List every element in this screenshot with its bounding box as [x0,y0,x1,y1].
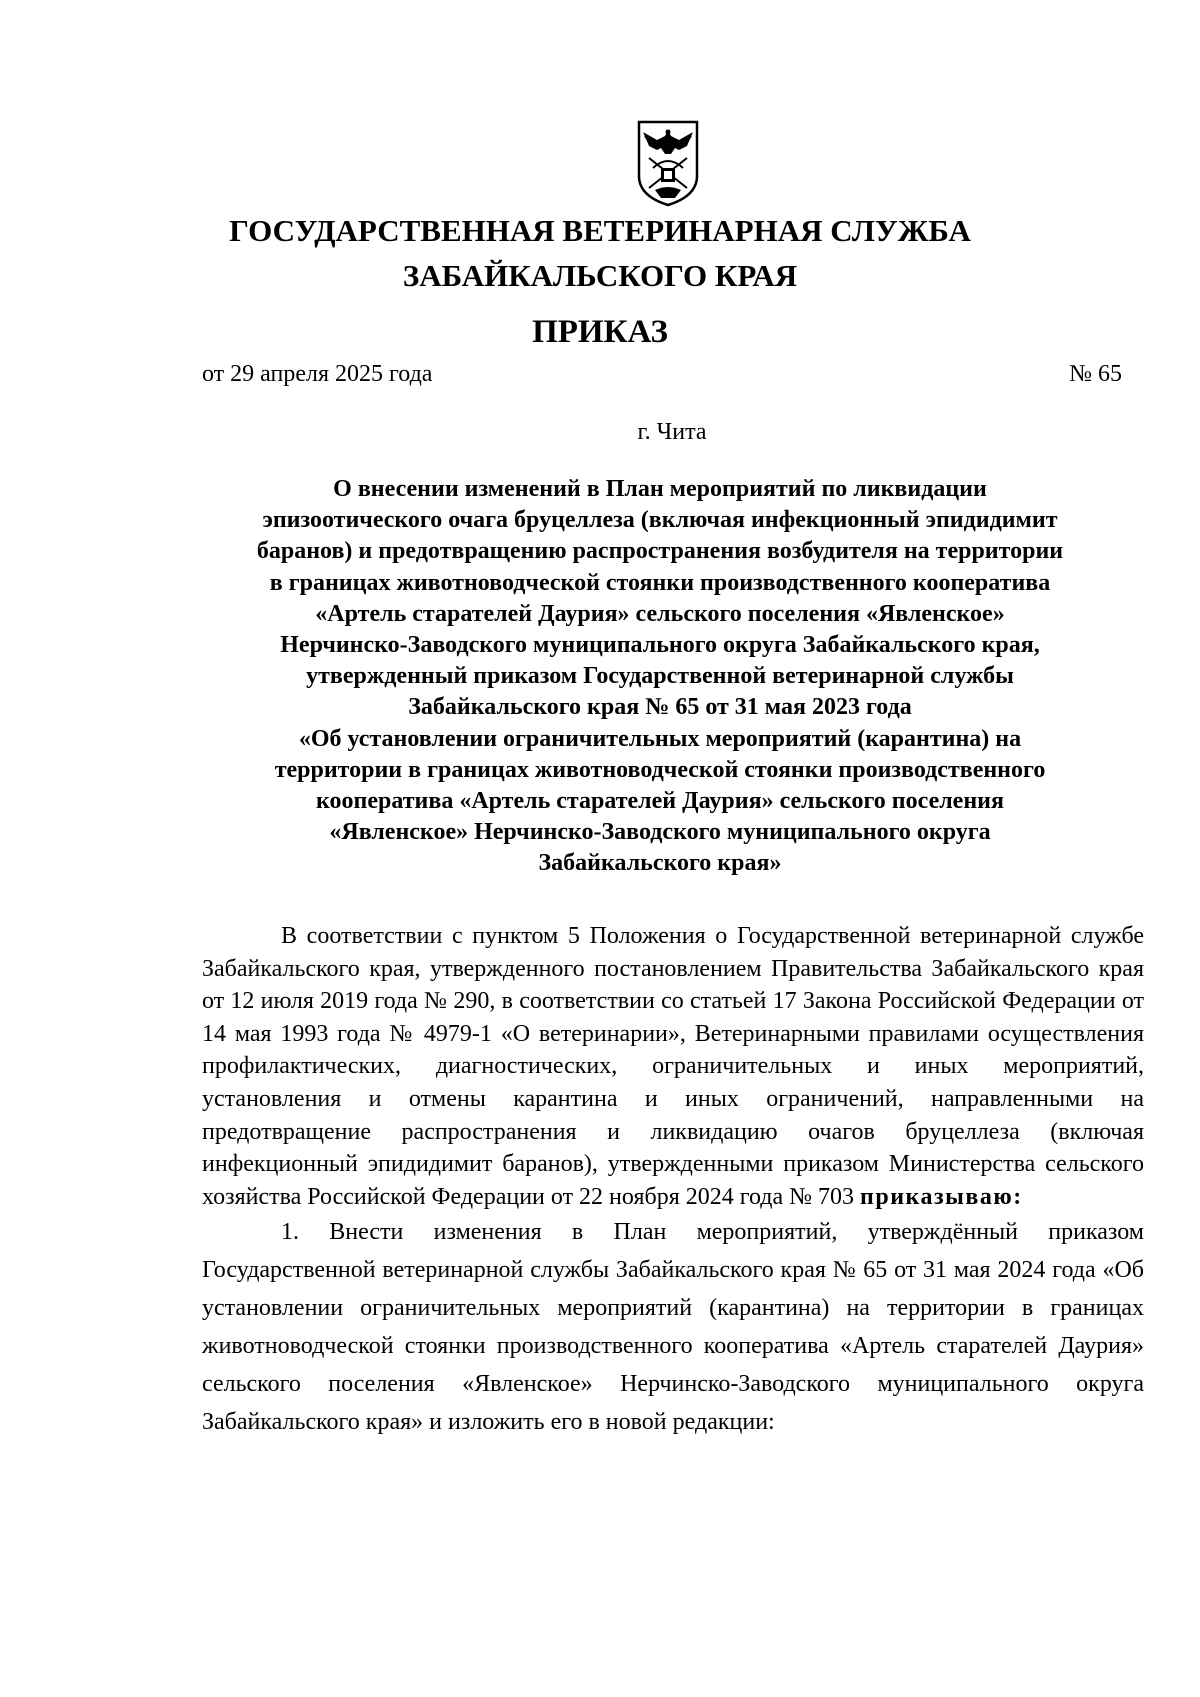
subject-line: О внесении изменений в План мероприятий по ликвидации [333,476,987,502]
subject-line: Забайкальского края» [538,850,782,877]
org-line-2: ЗАБАЙКАЛЬСКОГО КРАЯ [402,258,798,293]
preamble-paragraph [202,920,1144,1213]
clause-1-paragraph: 1. Внести изменения в План мероприятий, утверждённый приказом Государственной ветеринарной службы Забайкальского края № 65 от 31 мая 2024 года «Об установлении ограничительных мероприятий (карантина) на территории в границах животноводческой стоянки производственного кооператива «Артель старателей Даурия» сельского поселения «Явленское» Нерчинско-Заводского муниципального округа Забайкальского края» и изложить его в новой редакции: [202,1219,1144,1436]
order-date: от 29 апреля 2025 года [202,361,433,387]
subject-line: Нерчинско-Заводского муниципального округа Забайкальского края, [280,632,1040,659]
city: г. Чита [637,419,707,445]
document-type: ПРИКАЗ [532,314,668,350]
subject-line: «Об установлении ограничительных мероприятий (карантина) на [298,725,1022,752]
subject-line: кооператива «Артель старателей Даурия» сельского поселения [316,788,1004,815]
order-number: № 65 [1069,361,1122,387]
subject-line: «Артель старателей Даурия» сельского поселения «Явленское» [315,600,1005,627]
order-subject [190,474,1130,880]
org-line-1: ГОСУДАРСТВЕННАЯ ВЕТЕРИНАРНАЯ СЛУЖБА [229,213,971,248]
subject-line: утвержденный приказом Государственной ветеринарной службы [306,663,1014,690]
subject-line: баранов) и предотвращению распространения возбудителя на территории [256,538,1064,565]
date-number-line [202,356,1122,392]
preamble-text: В соответствии с пунктом 5 Положения о Государственной ветеринарной службе Забайкальского края, утвержденного постановлением Правительства Забайкальского края от 12 июля 2019 года № 290, в соответствии со статьей 17 Закона Российской Федерации от 14 мая 1993 года № 4979-1 «О ветеринарии», Ветеринарными правилами осуществления профилактических, диагностических, ограничительных и иных мероприятий, установления и отмены карантина и иных ограничений, направленными на предотвращение распространения и ликвидацию очагов бруцеллеза (включая инфекционный эпидидимит баранов), утвержденными приказом Министерства сельского хозяйства Российской Федерации от 22 ноября 2024 года № 703 [202,923,1144,1210]
subject-line: в границах животноводческой стоянки производственного кооператива [269,569,1051,596]
organization-name [0,208,1200,298]
subject-line: эпизоотического очага бруцеллеза (включая инфекционный эпидидимит [262,507,1058,534]
subject-line: территории в границах животноводческой стоянки производственного [274,756,1046,783]
subject-line: Забайкальского края № 65 от 31 мая 2023 года [408,694,912,721]
subject-line: «Явленское» Нерчинско-Заводского муниципального округа [329,819,991,846]
order-body [202,920,1144,1441]
zabaikalsky-krai-coat-of-arms-icon [635,118,701,208]
order-verb: приказываю: [860,1183,1023,1210]
